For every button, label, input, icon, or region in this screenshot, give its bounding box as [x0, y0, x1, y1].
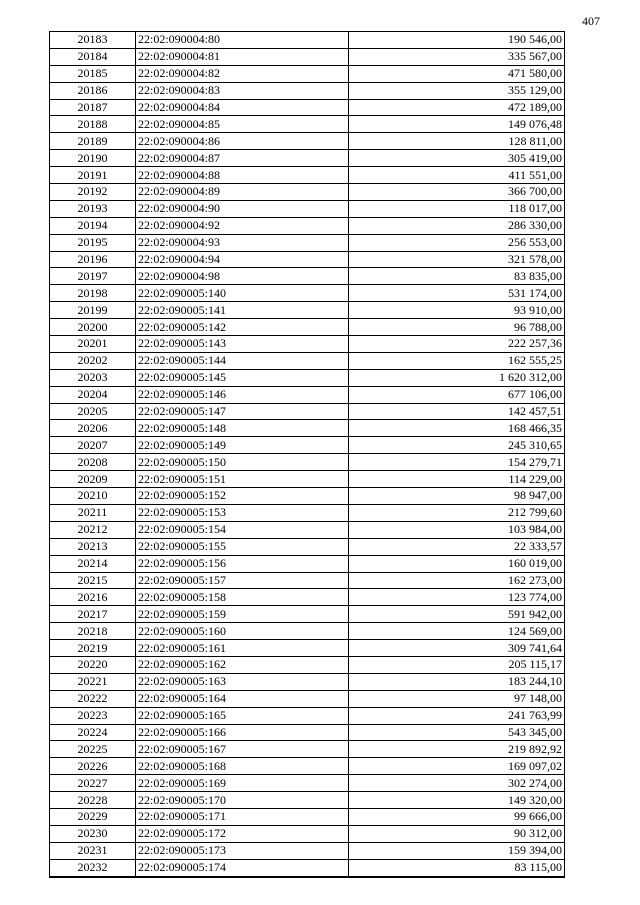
table-row — [50, 555, 565, 572]
table-row — [50, 825, 565, 842]
cadastral-value-cell: 118 017,00 — [349, 200, 565, 217]
row-number-cell: 20190 — [50, 150, 136, 167]
row-number-cell: 20205 — [50, 403, 136, 420]
row-number-cell: 20193 — [50, 200, 136, 217]
cadastral-number-cell: 22:02:090005:170 — [136, 792, 349, 809]
cadastral-number-cell: 22:02:090005:152 — [136, 488, 349, 505]
cadastral-number-cell: 22:02:090005:163 — [136, 673, 349, 690]
table-row — [50, 775, 565, 792]
cadastral-value-cell: 309 741,64 — [349, 640, 565, 657]
row-number-cell: 20209 — [50, 471, 136, 488]
row-number-cell: 20183 — [50, 32, 136, 49]
cadastral-value-cell: 99 666,00 — [349, 808, 565, 825]
table-row — [50, 99, 565, 116]
cadastral-number-cell: 22:02:090005:156 — [136, 555, 349, 572]
table-row — [50, 336, 565, 353]
cadastral-number-cell: 22:02:090004:85 — [136, 116, 349, 133]
row-number-cell: 20229 — [50, 808, 136, 825]
table-row — [50, 369, 565, 386]
cadastral-value-cell: 1 620 312,00 — [349, 369, 565, 386]
cadastral-number-cell: 22:02:090005:160 — [136, 623, 349, 640]
cadastral-number-cell: 22:02:090005:153 — [136, 504, 349, 521]
cadastral-value-cell: 190 546,00 — [349, 32, 565, 49]
cadastral-value-table — [49, 31, 565, 878]
cadastral-value-cell: 355 129,00 — [349, 82, 565, 99]
cadastral-value-cell: 128 811,00 — [349, 133, 565, 150]
table-row — [50, 656, 565, 673]
row-number-cell: 20200 — [50, 319, 136, 336]
cadastral-number-cell: 22:02:090005:150 — [136, 454, 349, 471]
table-row — [50, 167, 565, 184]
cadastral-number-cell: 22:02:090004:84 — [136, 99, 349, 116]
cadastral-number-cell: 22:02:090005:149 — [136, 437, 349, 454]
cadastral-value-cell: 591 942,00 — [349, 606, 565, 623]
cadastral-value-cell: 103 984,00 — [349, 521, 565, 538]
cadastral-number-cell: 22:02:090005:157 — [136, 572, 349, 589]
table-row — [50, 420, 565, 437]
table-row — [50, 65, 565, 82]
table-row — [50, 32, 565, 49]
cadastral-value-cell: 149 076,48 — [349, 116, 565, 133]
table-row — [50, 133, 565, 150]
cadastral-number-cell: 22:02:090004:82 — [136, 65, 349, 82]
cadastral-number-cell: 22:02:090005:140 — [136, 285, 349, 302]
row-number-cell: 20185 — [50, 65, 136, 82]
cadastral-number-cell: 22:02:090005:155 — [136, 538, 349, 555]
row-number-cell: 20196 — [50, 251, 136, 268]
cadastral-value-cell: 286 330,00 — [349, 217, 565, 234]
row-number-cell: 20218 — [50, 623, 136, 640]
row-number-cell: 20215 — [50, 572, 136, 589]
cadastral-number-cell: 22:02:090004:90 — [136, 200, 349, 217]
row-number-cell: 20214 — [50, 555, 136, 572]
cadastral-number-cell: 22:02:090005:144 — [136, 352, 349, 369]
table-row — [50, 808, 565, 825]
cadastral-value-cell: 531 174,00 — [349, 285, 565, 302]
row-number-cell: 20203 — [50, 369, 136, 386]
cadastral-value-cell: 302 274,00 — [349, 775, 565, 792]
table-row — [50, 521, 565, 538]
cadastral-number-cell: 22:02:090005:171 — [136, 808, 349, 825]
table-row — [50, 352, 565, 369]
cadastral-number-cell: 22:02:090005:174 — [136, 859, 349, 876]
cadastral-number-cell: 22:02:090004:93 — [136, 234, 349, 251]
table-row — [50, 488, 565, 505]
cadastral-value-cell: 83 115,00 — [349, 859, 565, 876]
row-number-cell: 20213 — [50, 538, 136, 555]
table-row — [50, 589, 565, 606]
row-number-cell: 20219 — [50, 640, 136, 657]
table-row — [50, 319, 565, 336]
cadastral-value-cell: 321 578,00 — [349, 251, 565, 268]
table-row — [50, 200, 565, 217]
row-number-cell: 20228 — [50, 792, 136, 809]
cadastral-number-cell: 22:02:090005:148 — [136, 420, 349, 437]
row-number-cell: 20217 — [50, 606, 136, 623]
row-number-cell: 20189 — [50, 133, 136, 150]
table-row — [50, 48, 565, 65]
cadastral-number-cell: 22:02:090004:88 — [136, 167, 349, 184]
cadastral-value-cell: 677 106,00 — [349, 386, 565, 403]
cadastral-number-cell: 22:02:090005:166 — [136, 724, 349, 741]
table-row — [50, 724, 565, 741]
row-number-cell: 20187 — [50, 99, 136, 116]
table-row — [50, 792, 565, 809]
cadastral-value-cell: 114 229,00 — [349, 471, 565, 488]
table-row — [50, 116, 565, 133]
cadastral-value-cell: 162 555,25 — [349, 352, 565, 369]
row-number-cell: 20186 — [50, 82, 136, 99]
row-number-cell: 20194 — [50, 217, 136, 234]
cadastral-value-cell: 256 553,00 — [349, 234, 565, 251]
cadastral-number-cell: 22:02:090004:83 — [136, 82, 349, 99]
cadastral-value-cell: 98 947,00 — [349, 488, 565, 505]
cadastral-value-cell: 124 569,00 — [349, 623, 565, 640]
table-row — [50, 640, 565, 657]
cadastral-value-cell: 472 189,00 — [349, 99, 565, 116]
row-number-cell: 20230 — [50, 825, 136, 842]
cadastral-value-cell: 93 910,00 — [349, 302, 565, 319]
cadastral-value-cell: 212 799,60 — [349, 504, 565, 521]
table-row — [50, 217, 565, 234]
table-row — [50, 403, 565, 420]
cadastral-value-cell: 305 419,00 — [349, 150, 565, 167]
cadastral-number-cell: 22:02:090004:81 — [136, 48, 349, 65]
cadastral-number-cell: 22:02:090005:151 — [136, 471, 349, 488]
cadastral-number-cell: 22:02:090004:80 — [136, 32, 349, 49]
table-row — [50, 758, 565, 775]
cadastral-number-cell: 22:02:090005:143 — [136, 336, 349, 353]
cadastral-value-cell: 183 244,10 — [349, 673, 565, 690]
cadastral-value-cell: 205 115,17 — [349, 656, 565, 673]
cadastral-value-cell: 366 700,00 — [349, 184, 565, 201]
row-number-cell: 20208 — [50, 454, 136, 471]
table-row — [50, 538, 565, 555]
table-row — [50, 606, 565, 623]
table-row — [50, 251, 565, 268]
cadastral-value-cell: 162 273,00 — [349, 572, 565, 589]
table-row — [50, 302, 565, 319]
row-number-cell: 20184 — [50, 48, 136, 65]
row-number-cell: 20198 — [50, 285, 136, 302]
cadastral-value-cell: 219 892,92 — [349, 741, 565, 758]
cadastral-number-cell: 22:02:090005:164 — [136, 690, 349, 707]
table-row — [50, 741, 565, 758]
row-number-cell: 20207 — [50, 437, 136, 454]
row-number-cell: 20201 — [50, 336, 136, 353]
table-row — [50, 268, 565, 285]
row-number-cell: 20195 — [50, 234, 136, 251]
cadastral-number-cell: 22:02:090005:158 — [136, 589, 349, 606]
row-number-cell: 20211 — [50, 504, 136, 521]
cadastral-value-cell: 222 257,36 — [349, 336, 565, 353]
cadastral-value-cell: 160 019,00 — [349, 555, 565, 572]
row-number-cell: 20223 — [50, 707, 136, 724]
cadastral-value-cell: 83 835,00 — [349, 268, 565, 285]
row-number-cell: 20191 — [50, 167, 136, 184]
table-body — [50, 32, 565, 877]
cadastral-number-cell: 22:02:090005:165 — [136, 707, 349, 724]
row-number-cell: 20216 — [50, 589, 136, 606]
cadastral-number-cell: 22:02:090005:172 — [136, 825, 349, 842]
cadastral-value-cell: 168 466,35 — [349, 420, 565, 437]
row-number-cell: 20221 — [50, 673, 136, 690]
cadastral-value-cell: 169 097,02 — [349, 758, 565, 775]
cadastral-value-cell: 149 320,00 — [349, 792, 565, 809]
row-number-cell: 20226 — [50, 758, 136, 775]
cadastral-number-cell: 22:02:090005:161 — [136, 640, 349, 657]
cadastral-number-cell: 22:02:090005:169 — [136, 775, 349, 792]
cadastral-number-cell: 22:02:090005:167 — [136, 741, 349, 758]
cadastral-number-cell: 22:02:090004:98 — [136, 268, 349, 285]
row-number-cell: 20225 — [50, 741, 136, 758]
row-number-cell: 20202 — [50, 352, 136, 369]
table-row — [50, 471, 565, 488]
table-row — [50, 437, 565, 454]
table-row — [50, 150, 565, 167]
table-row — [50, 673, 565, 690]
cadastral-number-cell: 22:02:090005:162 — [136, 656, 349, 673]
cadastral-number-cell: 22:02:090004:86 — [136, 133, 349, 150]
table-row — [50, 623, 565, 640]
row-number-cell: 20197 — [50, 268, 136, 285]
table-row — [50, 859, 565, 876]
cadastral-number-cell: 22:02:090005:173 — [136, 842, 349, 859]
cadastral-value-cell: 411 551,00 — [349, 167, 565, 184]
cadastral-value-cell: 241 763,99 — [349, 707, 565, 724]
cadastral-number-cell: 22:02:090005:147 — [136, 403, 349, 420]
cadastral-number-cell: 22:02:090004:94 — [136, 251, 349, 268]
cadastral-value-cell: 471 580,00 — [349, 65, 565, 82]
table-row — [50, 842, 565, 859]
cadastral-number-cell: 22:02:090005:154 — [136, 521, 349, 538]
cadastral-value-cell: 159 394,00 — [349, 842, 565, 859]
cadastral-number-cell: 22:02:090005:168 — [136, 758, 349, 775]
row-number-cell: 20192 — [50, 184, 136, 201]
row-number-cell: 20206 — [50, 420, 136, 437]
table-row — [50, 184, 565, 201]
table-row — [50, 690, 565, 707]
table-row — [50, 572, 565, 589]
table-row — [50, 504, 565, 521]
row-number-cell: 20232 — [50, 859, 136, 876]
table-row — [50, 285, 565, 302]
cadastral-number-cell: 22:02:090005:159 — [136, 606, 349, 623]
cadastral-value-cell: 96 788,00 — [349, 319, 565, 336]
row-number-cell: 20222 — [50, 690, 136, 707]
cadastral-value-cell: 245 310,65 — [349, 437, 565, 454]
table-row — [50, 707, 565, 724]
cadastral-value-cell: 543 345,00 — [349, 724, 565, 741]
table-row — [50, 454, 565, 471]
cadastral-value-cell: 97 148,00 — [349, 690, 565, 707]
table-row — [50, 82, 565, 99]
row-number-cell: 20210 — [50, 488, 136, 505]
cadastral-number-cell: 22:02:090005:146 — [136, 386, 349, 403]
cadastral-value-cell: 90 312,00 — [349, 825, 565, 842]
cadastral-number-cell: 22:02:090005:145 — [136, 369, 349, 386]
row-number-cell: 20212 — [50, 521, 136, 538]
cadastral-number-cell: 22:02:090004:89 — [136, 184, 349, 201]
cadastral-value-cell: 123 774,00 — [349, 589, 565, 606]
cadastral-value-cell: 142 457,51 — [349, 403, 565, 420]
page-number: 407 — [582, 14, 600, 28]
row-number-cell: 20220 — [50, 656, 136, 673]
table-row — [50, 386, 565, 403]
cadastral-number-cell: 22:02:090004:92 — [136, 217, 349, 234]
row-number-cell: 20199 — [50, 302, 136, 319]
cadastral-number-cell: 22:02:090005:142 — [136, 319, 349, 336]
cadastral-number-cell: 22:02:090005:141 — [136, 302, 349, 319]
row-number-cell: 20227 — [50, 775, 136, 792]
row-number-cell: 20188 — [50, 116, 136, 133]
cadastral-value-cell: 154 279,71 — [349, 454, 565, 471]
cadastral-value-cell: 22 333,57 — [349, 538, 565, 555]
cadastral-value-cell: 335 567,00 — [349, 48, 565, 65]
row-number-cell: 20231 — [50, 842, 136, 859]
row-number-cell: 20224 — [50, 724, 136, 741]
table-row — [50, 234, 565, 251]
row-number-cell: 20204 — [50, 386, 136, 403]
cadastral-number-cell: 22:02:090004:87 — [136, 150, 349, 167]
